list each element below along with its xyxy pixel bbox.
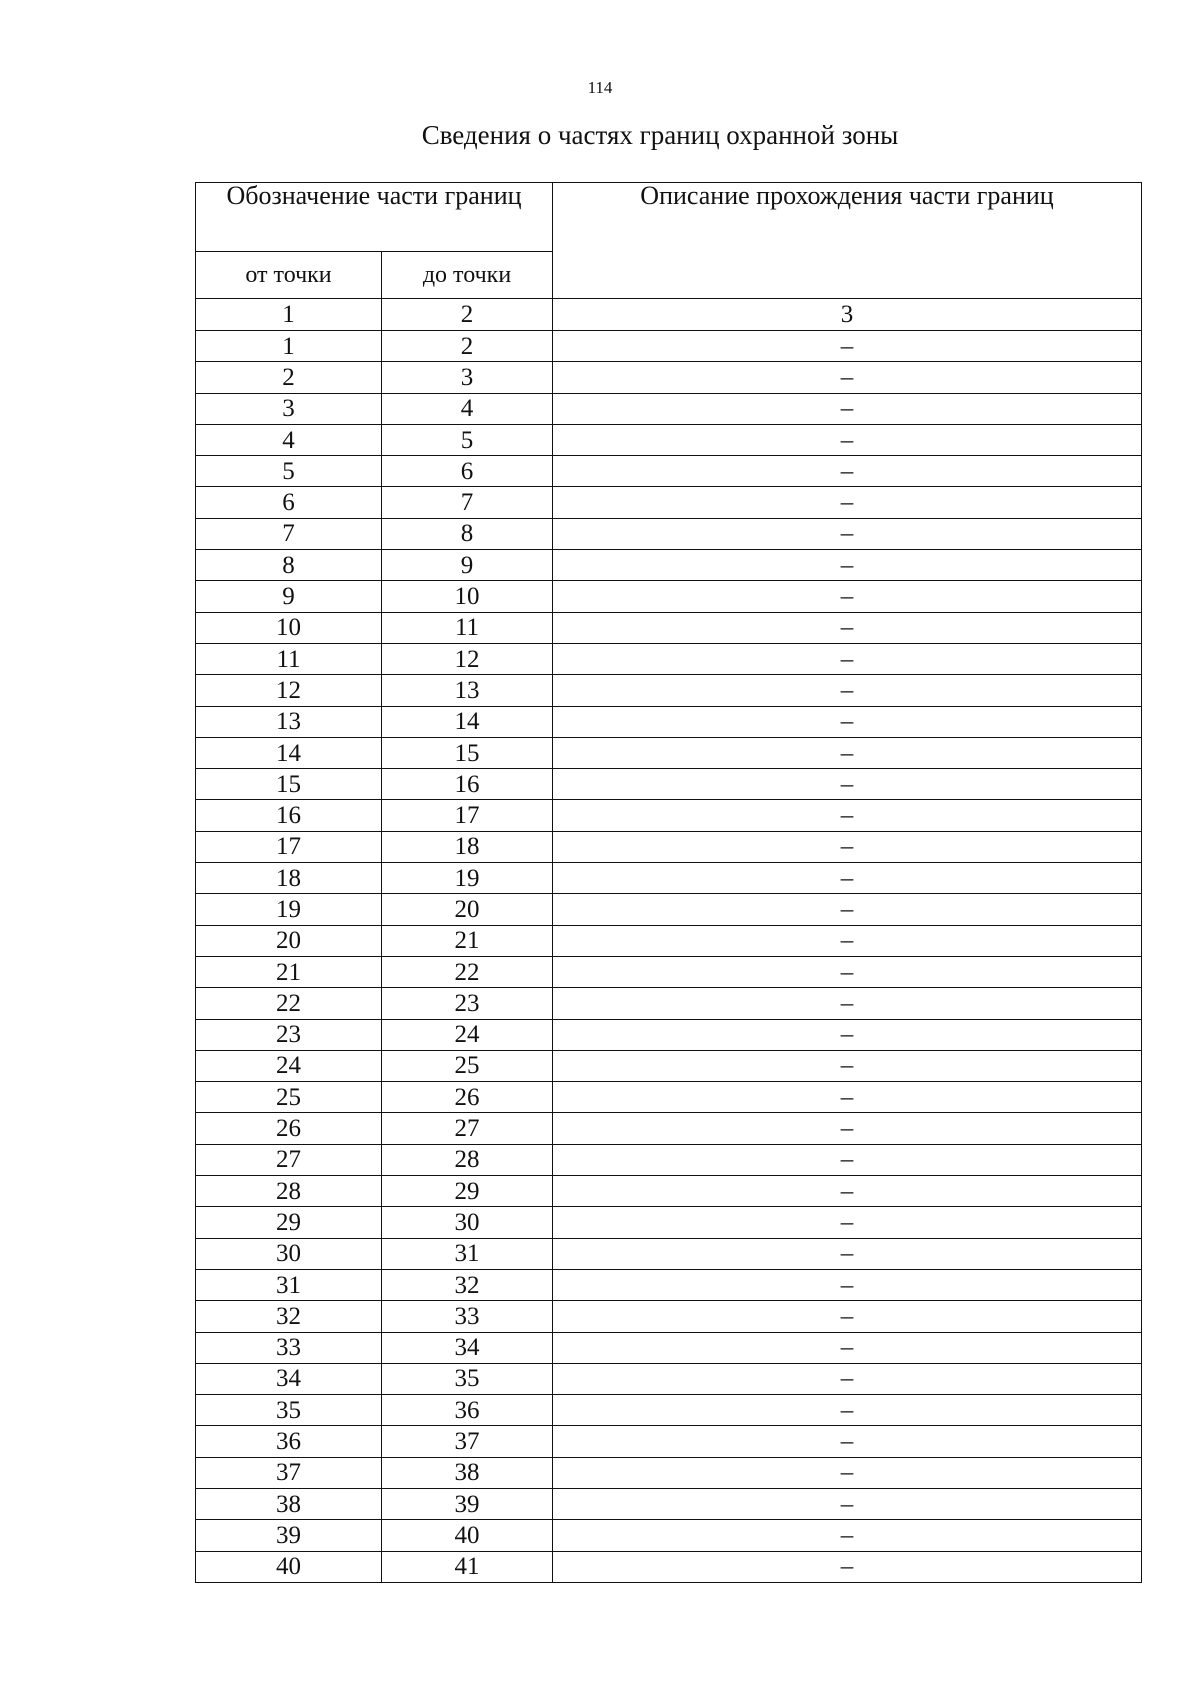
to-point-cell: 25 bbox=[382, 1050, 553, 1081]
table-row bbox=[196, 1019, 1142, 1050]
to-point-cell: 30 bbox=[382, 1207, 553, 1238]
table-row bbox=[196, 988, 1142, 1019]
table-row bbox=[196, 643, 1142, 674]
table-row bbox=[196, 956, 1142, 987]
to-point-cell: 2 bbox=[382, 331, 553, 362]
from-point-cell: 24 bbox=[196, 1050, 382, 1081]
document-title: Сведения о частях границ охранной зоны bbox=[421, 120, 899, 150]
table-row bbox=[196, 1050, 1142, 1081]
to-point-cell: 9 bbox=[382, 550, 553, 581]
from-point-cell: 28 bbox=[196, 1176, 382, 1207]
table-row bbox=[196, 1426, 1142, 1457]
description-cell: – bbox=[553, 1113, 1142, 1144]
from-point-cell: 1 bbox=[196, 331, 382, 362]
from-point-cell: 16 bbox=[196, 800, 382, 831]
to-point-cell: 23 bbox=[382, 988, 553, 1019]
table-row bbox=[196, 331, 1142, 362]
table-row bbox=[196, 863, 1142, 894]
table-row bbox=[196, 518, 1142, 549]
table-body bbox=[196, 331, 1142, 1583]
to-point-cell: 17 bbox=[382, 800, 553, 831]
table-row bbox=[196, 800, 1142, 831]
table-row bbox=[196, 1207, 1142, 1238]
to-point-cell: 7 bbox=[382, 487, 553, 518]
table-row bbox=[196, 706, 1142, 737]
table-row bbox=[196, 393, 1142, 424]
description-cell: – bbox=[553, 424, 1142, 455]
from-point-cell: 27 bbox=[196, 1144, 382, 1175]
from-point-cell: 33 bbox=[196, 1332, 382, 1363]
to-point-cell: 32 bbox=[382, 1269, 553, 1300]
description-cell: – bbox=[553, 331, 1142, 362]
column-number: 2 bbox=[382, 299, 553, 331]
description-cell: – bbox=[553, 1332, 1142, 1363]
to-point-cell: 37 bbox=[382, 1426, 553, 1457]
table-row bbox=[196, 1395, 1142, 1426]
to-point-cell: 27 bbox=[382, 1113, 553, 1144]
to-point-cell: 8 bbox=[382, 518, 553, 549]
description-cell: – bbox=[553, 1395, 1142, 1426]
description-cell: – bbox=[553, 894, 1142, 925]
description-cell: – bbox=[553, 1488, 1142, 1519]
from-point-cell: 2 bbox=[196, 362, 382, 393]
table-row bbox=[196, 1520, 1142, 1551]
from-point-cell: 20 bbox=[196, 925, 382, 956]
to-point-cell: 39 bbox=[382, 1488, 553, 1519]
column-number: 3 bbox=[553, 299, 1142, 331]
column-number: 1 bbox=[196, 299, 382, 331]
description-cell: – bbox=[553, 800, 1142, 831]
table-row bbox=[196, 1144, 1142, 1175]
to-point-cell: 11 bbox=[382, 612, 553, 643]
description-cell: – bbox=[553, 863, 1142, 894]
table-row bbox=[196, 550, 1142, 581]
description-cell: – bbox=[553, 643, 1142, 674]
description-cell: – bbox=[553, 706, 1142, 737]
description-cell: – bbox=[553, 1238, 1142, 1269]
from-point-cell: 12 bbox=[196, 675, 382, 706]
to-point-cell: 13 bbox=[382, 675, 553, 706]
to-point-cell: 4 bbox=[382, 393, 553, 424]
to-point-cell: 24 bbox=[382, 1019, 553, 1050]
description-cell: – bbox=[553, 1551, 1142, 1582]
description-cell: – bbox=[553, 1457, 1142, 1488]
table-row bbox=[196, 675, 1142, 706]
from-point-cell: 21 bbox=[196, 956, 382, 987]
to-point-cell: 20 bbox=[382, 894, 553, 925]
description-cell: – bbox=[553, 769, 1142, 800]
to-point-cell: 5 bbox=[382, 424, 553, 455]
table-row bbox=[196, 894, 1142, 925]
from-point-cell: 26 bbox=[196, 1113, 382, 1144]
from-point-cell: 13 bbox=[196, 706, 382, 737]
description-cell: – bbox=[553, 956, 1142, 987]
to-point-cell: 19 bbox=[382, 863, 553, 894]
from-point-cell: 25 bbox=[196, 1082, 382, 1113]
page-number: 114 bbox=[587, 78, 613, 97]
table-row bbox=[196, 612, 1142, 643]
description-cell: – bbox=[553, 1082, 1142, 1113]
description-cell: – bbox=[553, 518, 1142, 549]
from-point-cell: 39 bbox=[196, 1520, 382, 1551]
to-point-cell: 12 bbox=[382, 643, 553, 674]
description-cell: – bbox=[553, 1144, 1142, 1175]
table-row bbox=[196, 1176, 1142, 1207]
from-point-cell: 19 bbox=[196, 894, 382, 925]
description-cell: – bbox=[553, 612, 1142, 643]
to-point-cell: 18 bbox=[382, 831, 553, 862]
from-point-cell: 14 bbox=[196, 737, 382, 768]
description-cell: – bbox=[553, 1426, 1142, 1457]
to-point-cell: 34 bbox=[382, 1332, 553, 1363]
description-cell: – bbox=[553, 487, 1142, 518]
from-point-cell: 9 bbox=[196, 581, 382, 612]
description-cell: – bbox=[553, 1269, 1142, 1300]
table-row bbox=[196, 362, 1142, 393]
from-point-cell: 8 bbox=[196, 550, 382, 581]
table-row bbox=[196, 925, 1142, 956]
description-cell: – bbox=[553, 831, 1142, 862]
from-point-cell: 23 bbox=[196, 1019, 382, 1050]
to-point-cell: 36 bbox=[382, 1395, 553, 1426]
to-point-cell: 15 bbox=[382, 737, 553, 768]
description-cell: – bbox=[553, 456, 1142, 487]
table-row bbox=[196, 1551, 1142, 1582]
description-cell: – bbox=[553, 581, 1142, 612]
from-point-cell: 10 bbox=[196, 612, 382, 643]
from-point-cell: 36 bbox=[196, 1426, 382, 1457]
from-point-cell: 6 bbox=[196, 487, 382, 518]
table-row bbox=[196, 487, 1142, 518]
from-point-cell: 11 bbox=[196, 643, 382, 674]
table-row bbox=[196, 1363, 1142, 1394]
description-cell: – bbox=[553, 925, 1142, 956]
from-point-cell: 29 bbox=[196, 1207, 382, 1238]
table-row bbox=[196, 456, 1142, 487]
description-cell: – bbox=[553, 362, 1142, 393]
description-cell: – bbox=[553, 737, 1142, 768]
header-to-point: до точки bbox=[382, 252, 553, 299]
table-row bbox=[196, 737, 1142, 768]
from-point-cell: 40 bbox=[196, 1551, 382, 1582]
to-point-cell: 16 bbox=[382, 769, 553, 800]
description-cell: – bbox=[553, 1363, 1142, 1394]
from-point-cell: 18 bbox=[196, 863, 382, 894]
from-point-cell: 15 bbox=[196, 769, 382, 800]
to-point-cell: 10 bbox=[382, 581, 553, 612]
from-point-cell: 34 bbox=[196, 1363, 382, 1394]
header-description: Описание прохождения части границ bbox=[553, 183, 1142, 299]
table-row bbox=[196, 1301, 1142, 1332]
description-cell: – bbox=[553, 1207, 1142, 1238]
table-row bbox=[196, 1238, 1142, 1269]
from-point-cell: 30 bbox=[196, 1238, 382, 1269]
table-row bbox=[196, 831, 1142, 862]
table-row bbox=[196, 1269, 1142, 1300]
to-point-cell: 6 bbox=[382, 456, 553, 487]
from-point-cell: 17 bbox=[196, 831, 382, 862]
table-row bbox=[196, 769, 1142, 800]
table-row bbox=[196, 1113, 1142, 1144]
header-from-point: от точки bbox=[196, 252, 382, 299]
header-designation: Обозначение части границ bbox=[196, 183, 553, 252]
to-point-cell: 28 bbox=[382, 1144, 553, 1175]
to-point-cell: 38 bbox=[382, 1457, 553, 1488]
to-point-cell: 29 bbox=[382, 1176, 553, 1207]
boundary-parts-table bbox=[195, 182, 1142, 1583]
to-point-cell: 22 bbox=[382, 956, 553, 987]
from-point-cell: 35 bbox=[196, 1395, 382, 1426]
table-row bbox=[196, 1457, 1142, 1488]
column-number-row bbox=[196, 299, 1142, 331]
from-point-cell: 5 bbox=[196, 456, 382, 487]
table-row bbox=[196, 1488, 1142, 1519]
description-cell: – bbox=[553, 988, 1142, 1019]
table-row bbox=[196, 1082, 1142, 1113]
description-cell: – bbox=[553, 1019, 1142, 1050]
to-point-cell: 31 bbox=[382, 1238, 553, 1269]
from-point-cell: 38 bbox=[196, 1488, 382, 1519]
description-cell: – bbox=[553, 1520, 1142, 1551]
table-row bbox=[196, 1332, 1142, 1363]
description-cell: – bbox=[553, 1176, 1142, 1207]
to-point-cell: 41 bbox=[382, 1551, 553, 1582]
to-point-cell: 3 bbox=[382, 362, 553, 393]
to-point-cell: 35 bbox=[382, 1363, 553, 1394]
to-point-cell: 33 bbox=[382, 1301, 553, 1332]
description-cell: – bbox=[553, 1301, 1142, 1332]
to-point-cell: 21 bbox=[382, 925, 553, 956]
to-point-cell: 26 bbox=[382, 1082, 553, 1113]
from-point-cell: 7 bbox=[196, 518, 382, 549]
from-point-cell: 4 bbox=[196, 424, 382, 455]
table-row bbox=[196, 581, 1142, 612]
description-cell: – bbox=[553, 393, 1142, 424]
description-cell: – bbox=[553, 1050, 1142, 1081]
from-point-cell: 32 bbox=[196, 1301, 382, 1332]
table-row bbox=[196, 424, 1142, 455]
to-point-cell: 14 bbox=[382, 706, 553, 737]
to-point-cell: 40 bbox=[382, 1520, 553, 1551]
from-point-cell: 31 bbox=[196, 1269, 382, 1300]
from-point-cell: 22 bbox=[196, 988, 382, 1019]
from-point-cell: 37 bbox=[196, 1457, 382, 1488]
description-cell: – bbox=[553, 675, 1142, 706]
description-cell: – bbox=[553, 550, 1142, 581]
from-point-cell: 3 bbox=[196, 393, 382, 424]
